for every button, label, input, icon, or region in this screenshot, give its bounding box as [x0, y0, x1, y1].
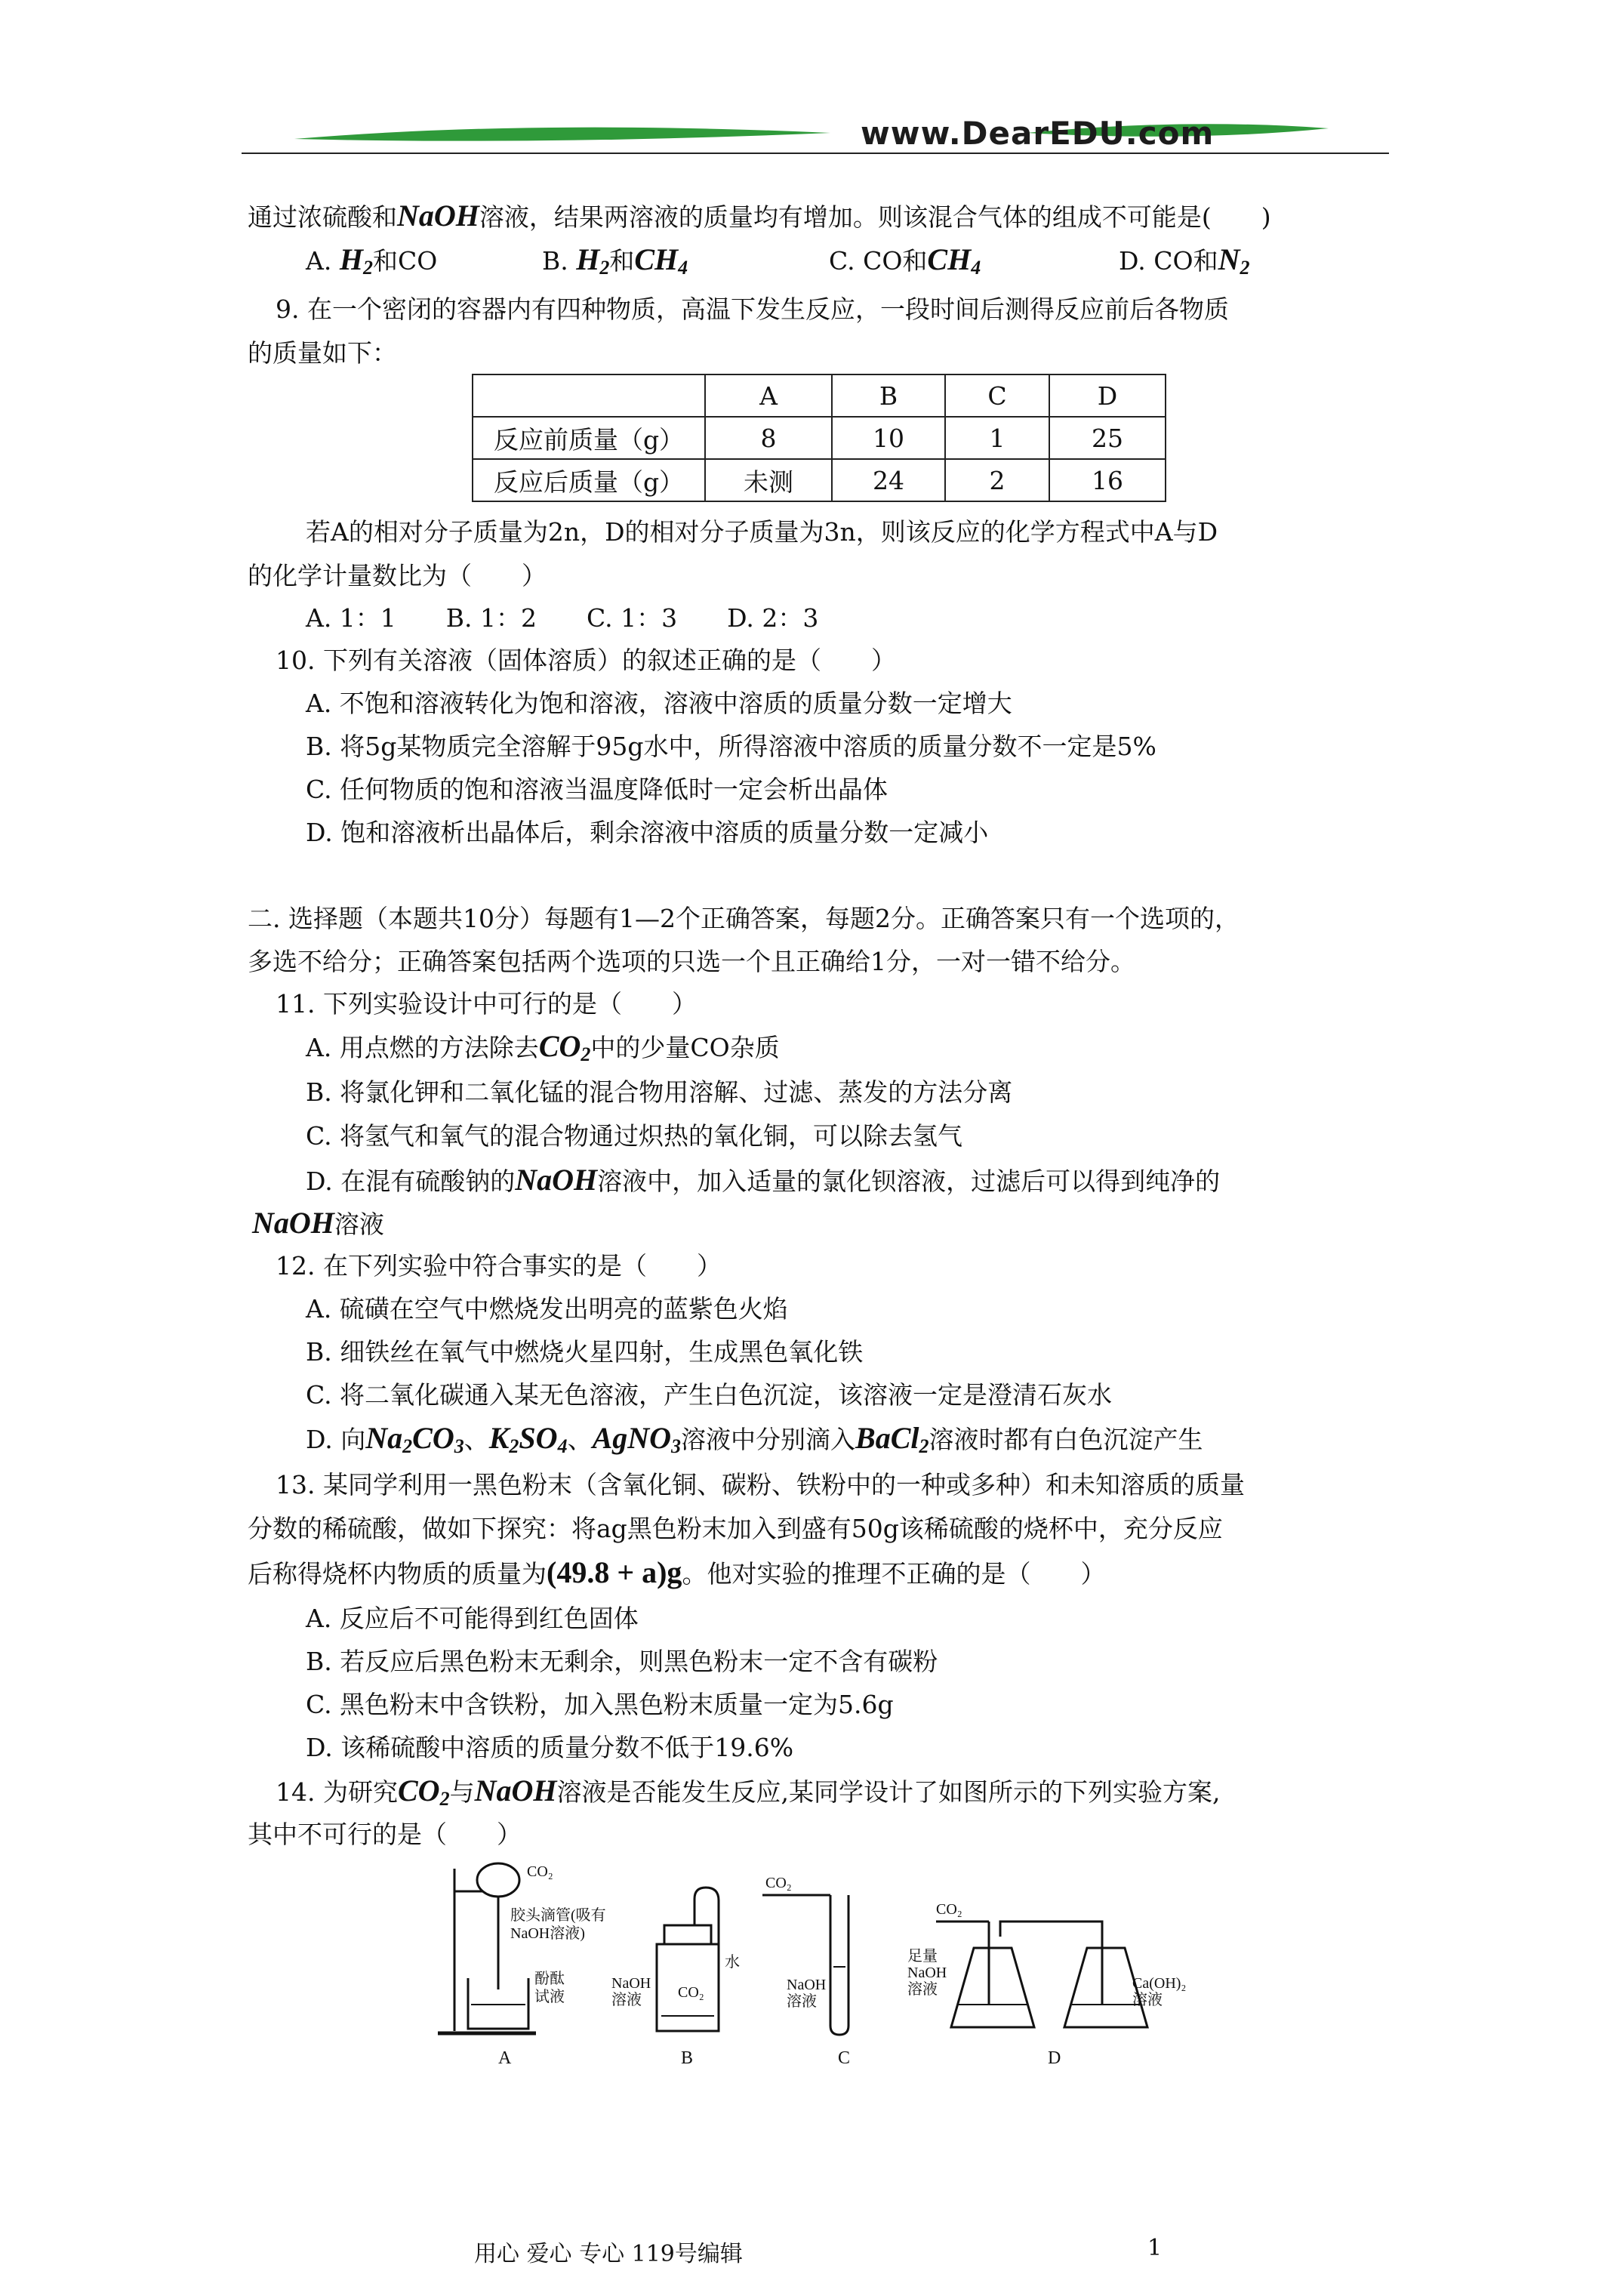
table-row: [473, 459, 1166, 501]
table-cell: 2: [945, 459, 1049, 501]
fig-a-dropper-2: NaOH溶液): [510, 1925, 585, 1942]
fig-d-left-3: 溶液: [907, 1981, 938, 1998]
table-cell: [473, 374, 705, 417]
table-cell: 反应后质量（g）: [473, 459, 705, 501]
q10-option-c: C. 任何物质的饱和溶液当温度降低时一定会析出晶体: [306, 775, 888, 804]
table-cell: 1: [945, 417, 1049, 459]
table-cell: B: [832, 374, 945, 417]
q12-option-d: D. 向$Na_2CO_3$、$K_2SO_4$、AgNO$_3$溶液中分别滴入BaCl$_2$溶液时都有白色沉淀产生: [306, 1421, 1203, 1457]
q10-option-d: D. 饱和溶液析出晶体后，剩余溶液中溶质的质量分数一定减小: [306, 818, 989, 847]
section2-line-2: 多选不给分；正确答案包括两个选项的只选一个且正确给1分，一对一错不给分。: [248, 947, 1135, 976]
q13-line-2: 分数的稀硫酸，做如下探究：将ag黑色粉末加入到盛有50g该稀硫酸的烧杯中，充分反应: [248, 1514, 1223, 1543]
table-cell: 反应前质量（g）: [473, 417, 705, 459]
fig-d-label: D: [1048, 2048, 1061, 2065]
q12-stem: 12. 在下列实验中符合事实的是（ ）: [276, 1251, 722, 1281]
page-number: 1: [1147, 2235, 1163, 2261]
page-header: [242, 113, 1389, 159]
fig-c-co2: CO₂: [765, 1875, 792, 1891]
q8-option-a: A. $H_2$和CO: [306, 242, 438, 279]
q13-option-c: C. 黑色粉末中含铁粉，加入黑色粉末质量一定为5.6g: [306, 1690, 894, 1719]
q12-option-a: A. 硫磺在空气中燃烧发出明亮的蓝紫色火焰: [306, 1294, 788, 1324]
q11-option-d: D. 在混有硫酸钠的NaOH溶液中，加入适量的氯化钡溶液，过滤后可以得到纯净的: [306, 1163, 1221, 1197]
fig-c-naoh-2: 溶液: [787, 1993, 817, 2010]
q12-option-b: B. 细铁丝在氧气中燃烧火星四射，生成黑色氧化铁: [306, 1337, 864, 1367]
q9-after-1: 若A的相对分子质量为2n，D的相对分子质量为3n，则该反应的化学方程式中A与D: [306, 517, 1218, 547]
table-row: [473, 417, 1166, 459]
fig-d-left-1: 足量: [907, 1948, 938, 1965]
mass-table: [472, 374, 1166, 502]
q8-option-c: C. CO和$CH_4$: [829, 242, 981, 279]
fig-b-label: B: [681, 2048, 694, 2065]
q14-stem: 14. 为研究$CO_2$与NaOH溶液是否能发生反应,某同学设计了如图所示的下列实验方案,: [276, 1774, 1221, 1810]
table-cell: 24: [832, 459, 945, 501]
q11-stem: 11. 下列实验设计中可行的是（ ）: [276, 989, 697, 1019]
q13-line-3: 后称得烧杯内物质的质量为(49.8 + a)g。他对实验的推理不正确的是（ ）: [248, 1555, 1106, 1589]
fig-d-right-2: 溶液: [1132, 1992, 1163, 2008]
fig-a-dropper-1: 胶头滴管(吸有: [510, 1907, 606, 1924]
experiment-figure: [438, 1854, 1193, 2065]
q8-option-d: D. CO和$N_2$: [1119, 242, 1250, 279]
fig-b-water: 水: [725, 1954, 740, 1971]
q11-option-b: B. 将氯化钾和二氧化锰的混合物用溶解、过滤、蒸发的方法分离: [306, 1077, 1013, 1107]
q14-stem-2: 其中不可行的是（ ）: [248, 1820, 522, 1849]
fig-c-label: C: [838, 2048, 851, 2065]
fig-d-left-2: NaOH: [907, 1965, 947, 1981]
apparatus-b: [657, 1888, 719, 2031]
footer-credit: 用心 爱心 专心 119号编辑: [474, 2241, 743, 2267]
fig-d-right-1: Ca(OH)₂: [1132, 1975, 1187, 1992]
apparatus-c: [762, 1895, 848, 2035]
site-url: www.DearEDU.com: [861, 115, 1215, 152]
table-cell: 8: [705, 417, 832, 459]
fig-a-indicator-1: 酚酞: [534, 1971, 565, 1987]
fig-b-naoh-1: NaOH: [611, 1975, 651, 1992]
table-cell: 10: [832, 417, 945, 459]
apparatus-d: [936, 1922, 1147, 2027]
apparatus-a: [438, 1863, 536, 2033]
table-cell: A: [705, 374, 832, 417]
table-cell: 25: [1049, 417, 1166, 459]
table-header-row: [473, 374, 1166, 417]
q9-options: A. 1：1 B. 1：2 C. 1：3 D. 2：3: [306, 603, 819, 633]
q13-option-d: D. 该稀硫酸中溶质的质量分数不低于19.6%: [306, 1733, 794, 1762]
fig-a-indicator-2: 试液: [534, 1989, 565, 2005]
q10-option-a: A. 不饱和溶液转化为饱和溶液，溶液中溶质的质量分数一定增大: [306, 689, 1012, 718]
q9-stem-1: 9. 在一个密闭的容器内有四种物质，高温下发生反应，一段时间后测得反应前后各物质: [276, 294, 1229, 324]
q11-option-a: A. 用点燃的方法除去$CO_2$中的少量CO杂质: [306, 1029, 780, 1065]
q8-option-b: B. $H_2$和$CH_4$: [542, 242, 688, 279]
q8-stem: 通过浓硫酸和NaOH溶液，结果两溶液的质量均有增加。则该混合气体的组成不可能是( ): [248, 199, 1271, 233]
fig-b-naoh-2: 溶液: [611, 1992, 642, 2008]
fig-a-co2: CO₂: [527, 1863, 553, 1880]
table-cell: 未测: [705, 459, 832, 501]
fig-c-naoh-1: NaOH: [787, 1977, 827, 1993]
fig-a-label: A: [498, 2048, 512, 2065]
q13-option-a: A. 反应后不可能得到红色固体: [306, 1604, 639, 1633]
q9-after-2: 的化学计量数比为（ ）: [248, 561, 547, 590]
q10-stem: 10. 下列有关溶液（固体溶质）的叙述正确的是（ ）: [276, 646, 896, 675]
q13-line-1: 13. 某同学利用一黑色粉末（含氧化铜、碳粉、铁粉中的一种或多种）和未知溶质的质量: [276, 1470, 1245, 1499]
q10-option-b: B. 将5g某物质完全溶解于95g水中，所得溶液中溶质的质量分数不一定是5%: [306, 732, 1156, 761]
q12-option-c: C. 将二氧化碳通入某无色溶液，产生白色沉淀，该溶液一定是澄清石灰水: [306, 1380, 1113, 1410]
q9-stem-2: 的质量如下：: [248, 338, 397, 368]
q13-option-b: B. 若反应后黑色粉末无剩余，则黑色粉末一定不含有碳粉: [306, 1647, 938, 1676]
header-rule: [242, 153, 1389, 154]
section2-line-1: 二. 选择题（本题共10分）每题有1—2个正确答案，每题2分。正确答案只有一个选项的，: [248, 904, 1240, 933]
q11-option-d-cont: NaOH溶液: [252, 1206, 384, 1240]
fig-b-co2: CO₂: [678, 1984, 704, 2001]
fig-d-co2: CO₂: [936, 1901, 962, 1918]
table-cell: C: [945, 374, 1049, 417]
q11-option-c: C. 将氢气和氧气的混合物通过炽热的氧化铜，可以除去氢气: [306, 1121, 963, 1151]
table-cell: D: [1049, 374, 1166, 417]
header-leaf-decoration: [242, 113, 1389, 159]
table-cell: 16: [1049, 459, 1166, 501]
